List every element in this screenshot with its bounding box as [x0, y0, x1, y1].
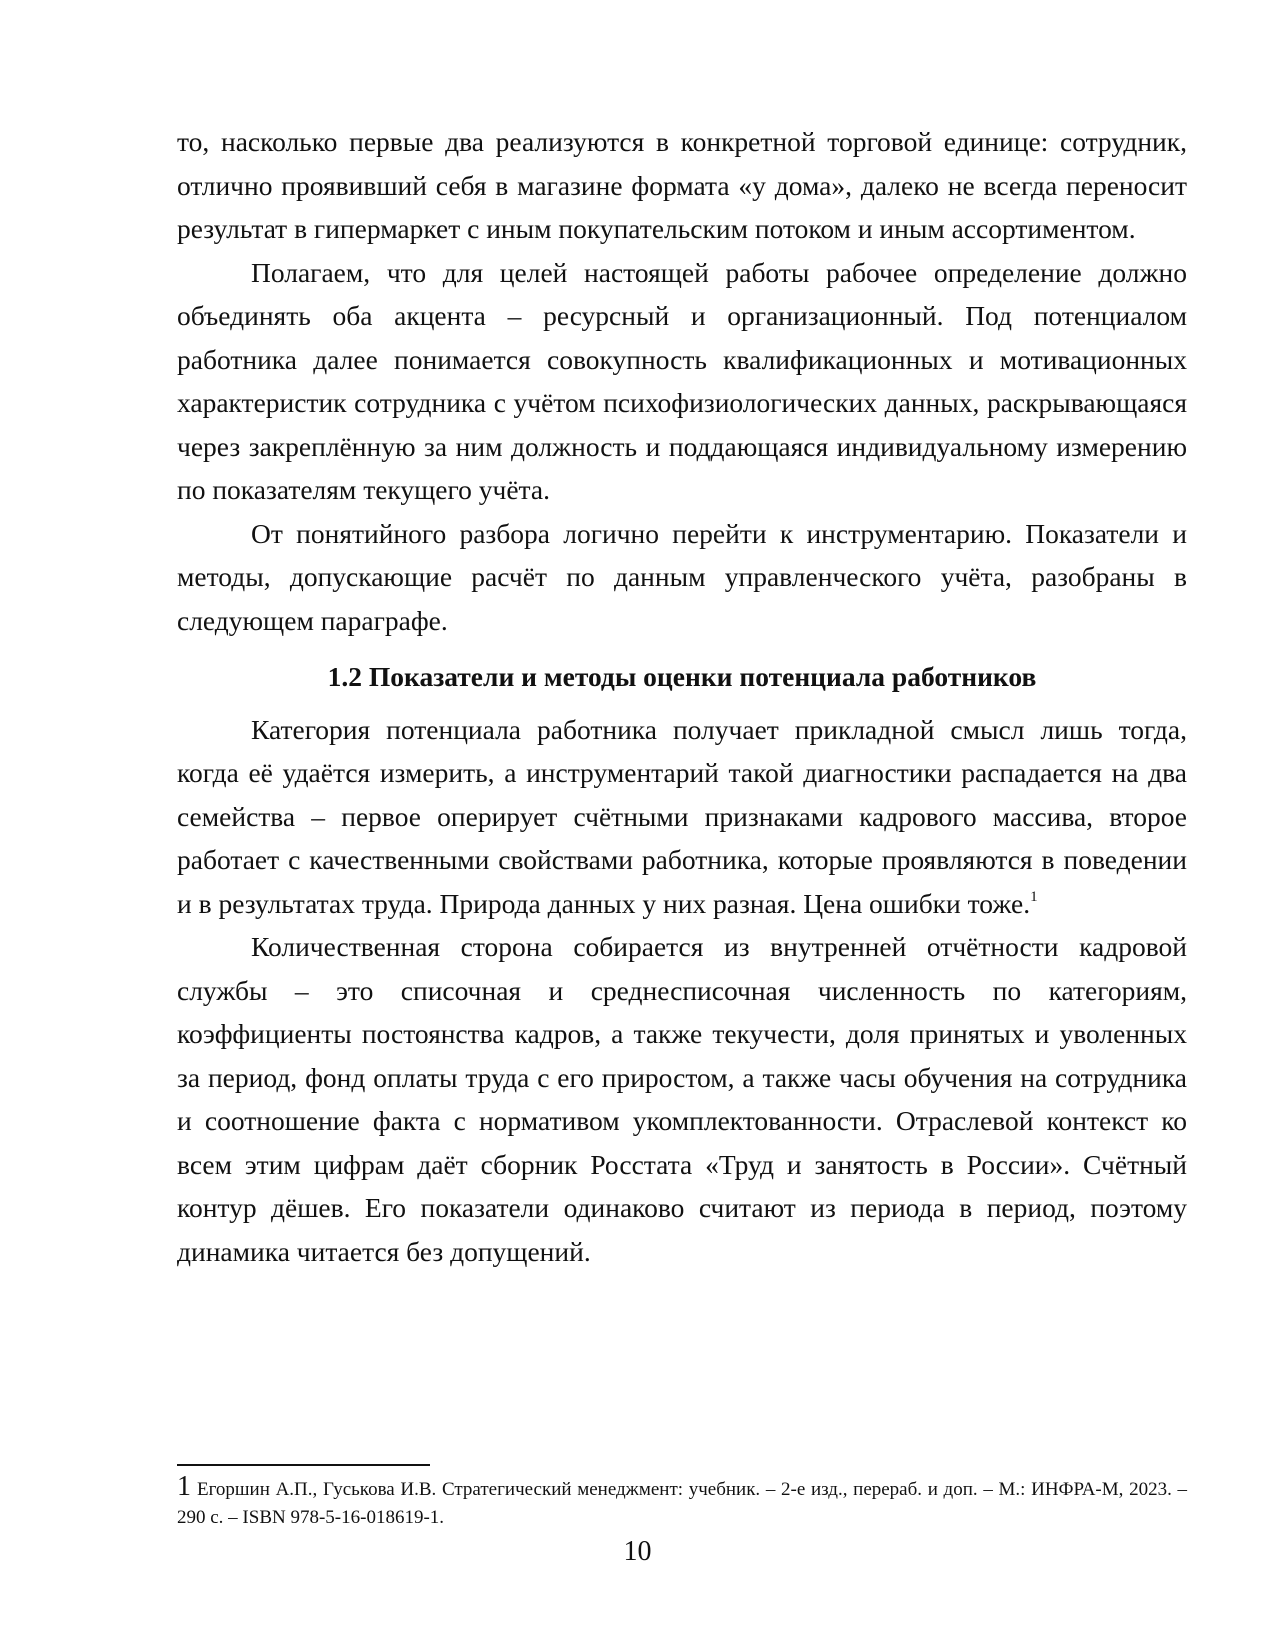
footnote-reference[interactable]: 1 [1030, 888, 1038, 905]
footnote-number: 1 [177, 1471, 191, 1502]
paragraph-measurement-text: Категория потенциала работника получает прикладной смысл лишь тогда, когда её удаётся измерить, а инструментарий такой диагностики распадается на два семейства – первое оперирует счётными признаками кадрового массива, второе работает с качественными свойствами работника, которые проявляются в поведении и в результатах труда. Природа данных у них разная. Цена ошибки тоже. [177, 713, 1187, 919]
main-text [177, 120, 1187, 1273]
footnote-text: Егоршин А.П., Гуськова И.В. Стратегический менеджмент: учебник. – 2-е изд., перераб. и доп. – М.: ИНФРА-М, 2023. – 290 с. – ISBN 978-5-16-018619-1. [177, 1479, 1187, 1528]
footnote-separator [177, 1464, 430, 1466]
footnote [177, 1473, 1187, 1532]
paragraph-continuation: то, насколько первые два реализуются в конкретной торговой единице: сотрудник, отлично проявивший себя в магазине формата «у дома», далеко не всегда переносит результат в гипермаркет с иным покупательским потоком и иным ассортиментом. [177, 126, 1187, 244]
page-number: 10 [623, 1536, 652, 1567]
paragraph-transition: От понятийного разбора логично перейти к инструментарию. Показатели и методы, допускающие расчёт по данным управленческого учёта, разобраны в следующем параграфе. [177, 517, 1187, 636]
paragraph-working-definition: Полагаем, что для целей настоящей работы рабочее определение должно объединять оба акцента – ресурсный и организационный. Под потенциалом работника далее понимается совокупность квалификационных и мотивационных характеристик сотрудника с учётом психофизиологических данных, раскрывающаяся через закреплённую за ним должность и поддающаяся индивидуальному измерению по показателям текущего учёта. [177, 256, 1187, 505]
paragraph-quantitative: Количественная сторона собирается из внутренней отчётности кадровой службы – это списочная и среднесписочная численность по категориям, коэффициенты постоянства кадров, а также текучести, доля принятых и уволенных за период, фонд оплаты труда с его приростом, а также часы обучения на сотрудника и соотношение факта с нормативом укомплектованности. Отраслевой контекст ко всем этим цифрам даёт сборник Росстата «Труд и занятость в России». Счётный контур дёшев. Его показатели одинаково считают из периода в период, поэтому динамика читается без допущений. [177, 931, 1187, 1267]
section-heading: 1.2 Показатели и методы оценки потенциала работников [327, 661, 1037, 692]
paragraph-measurement [177, 708, 1187, 926]
